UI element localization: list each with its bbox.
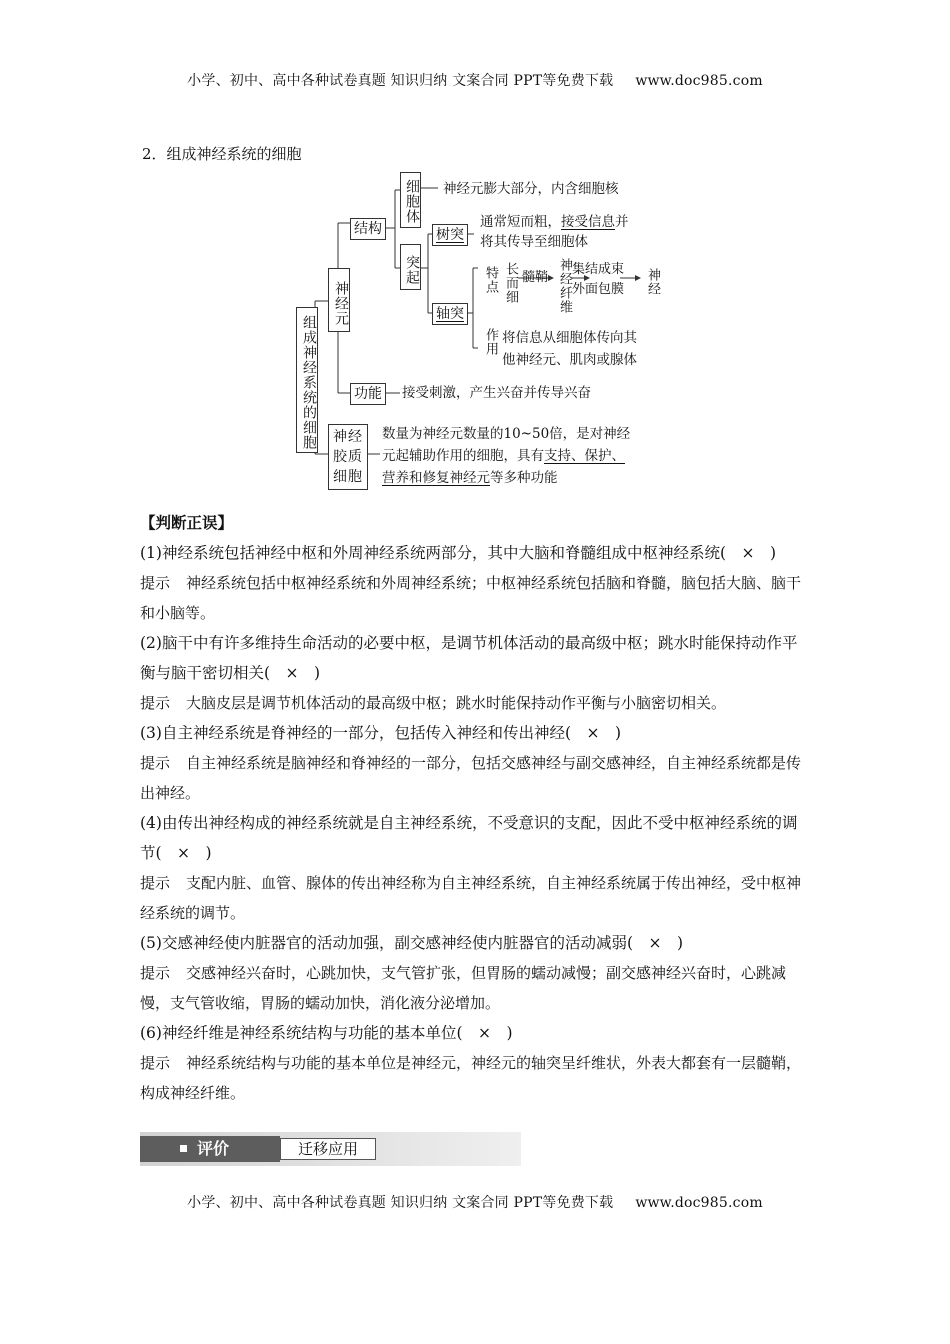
glia-desc-line1: 数量为神经元数量的10~50倍，是对神经 bbox=[382, 426, 631, 442]
question-4: (4)由传出神经构成的神经系统就是自主神经系统，不受意识的支配，因此不受中枢神经系统的调节( × ) bbox=[140, 814, 798, 862]
question-5: (5)交感神经使内脏器官的活动加强，副交感神经使内脏器官的活动减弱( × ) bbox=[140, 934, 684, 952]
hint-1: 提示 神经系统包括中枢神经系统和外周神经系统；中枢神经系统包括脑和脊髓，脑包括大脑、脑干和小脑等。 bbox=[140, 574, 802, 622]
page-header bbox=[0, 70, 950, 90]
concept-map bbox=[290, 168, 670, 500]
page-footer bbox=[0, 1192, 950, 1212]
nerve-label: 神经 bbox=[645, 268, 660, 296]
dendrite-desc-line1: 通常短而粗，接受信息并 bbox=[480, 214, 629, 230]
function-desc-line2: 他神经元、肌肉或腺体 bbox=[502, 352, 637, 368]
cell-body-node: 细胞体 bbox=[400, 172, 421, 228]
glia-desc-line2: 元起辅助作用的细胞，具有支持、保护、 bbox=[382, 448, 625, 464]
function-desc-line1: 将信息从细胞体传向其 bbox=[502, 330, 637, 346]
axon-node: 轴突 bbox=[432, 303, 468, 325]
judgement-section bbox=[140, 508, 812, 1108]
hint-4: 提示 支配内脏、血管、腺体的传出神经称为自主神经系统，自主神经系统属于传出神经，受中枢神经系统的调节。 bbox=[140, 874, 802, 922]
hint-5: 提示 交感神经兴奋时，心跳加快，支气管扩张，但胃肠的蠕动减慢；副交感神经兴奋时，心跳减慢，支气管收缩，胃肠的蠕动加快，消化液分泌增加。 bbox=[140, 964, 787, 1012]
bundle-line1: 集结成束 bbox=[572, 262, 625, 277]
judgement-heading: 【判断正误】 bbox=[140, 513, 234, 532]
func-desc: 接受刺激，产生兴奋并传导兴奋 bbox=[402, 385, 591, 401]
cell-body-desc: 神经元膨大部分，内含细胞核 bbox=[443, 181, 619, 197]
question-2: (2)脑干中有许多维持生命活动的必要中枢，是调节机体活动的最高级中枢；跳水时能保持动作平衡与脑干密切相关( × ) bbox=[140, 634, 798, 682]
banner-evaluate: 评价 bbox=[140, 1136, 280, 1162]
structure-node: 结构 bbox=[350, 218, 386, 240]
evaluation-banner bbox=[140, 1132, 521, 1166]
nerve-fiber: 神经纤维 bbox=[557, 258, 572, 314]
header-url[interactable]: www.doc985.com bbox=[635, 73, 763, 89]
func-node: 功能 bbox=[350, 383, 386, 405]
long-thin: 长而细 bbox=[503, 262, 518, 304]
hint-6: 提示 神经系统结构与功能的基本单位是神经元，神经元的轴突呈纤维状，外表大都套有一层髓鞘，构成神经纤维。 bbox=[140, 1054, 802, 1102]
neuron-node: 神经元 bbox=[328, 268, 350, 332]
feature-label: 特点 bbox=[483, 266, 498, 294]
question-3: (3)自主神经系统是脊神经的一部分，包括传入神经和传出神经( × ) bbox=[140, 724, 622, 742]
dendrite-node: 树突 bbox=[432, 224, 468, 246]
footer-url[interactable]: www.doc985.com bbox=[635, 1195, 763, 1211]
myelin-label: 髓鞘 bbox=[522, 270, 549, 285]
header-text: 小学、初中、高中各种试卷真题 知识归纳 文案合同 PPT等免费下载 bbox=[187, 73, 614, 89]
hint-3: 提示 自主神经系统是脑神经和脊神经的一部分，包括交感神经与副交感神经，自主神经系统都是传出神经。 bbox=[140, 754, 802, 802]
process-node: 突起 bbox=[400, 244, 421, 290]
footer-text: 小学、初中、高中各种试卷真题 知识归纳 文案合同 PPT等免费下载 bbox=[187, 1195, 614, 1211]
hint-2: 提示 大脑皮层是调节机体活动的最高级中枢；跳水时能保持动作平衡与小脑密切相关。 bbox=[140, 694, 727, 712]
function-label: 作用 bbox=[483, 328, 498, 356]
dendrite-desc-line2: 将其传导至细胞体 bbox=[480, 234, 588, 250]
square-bullet-icon bbox=[180, 1145, 187, 1152]
glia-desc-line3: 营养和修复神经元等多种功能 bbox=[382, 470, 558, 486]
banner-apply: 迁移应用 bbox=[280, 1138, 376, 1160]
glia-node: 神经胶质细胞 bbox=[328, 424, 368, 490]
question-1: (1)神经系统包括神经中枢和外周神经系统两部分，其中大脑和脊髓组成中枢神经系统( × ) bbox=[140, 544, 777, 562]
bundle-line2: 外面包膜 bbox=[572, 282, 625, 297]
section-title: 2．组成神经系统的细胞 bbox=[142, 145, 302, 163]
question-6: (6)神经纤维是神经系统结构与功能的基本单位( × ) bbox=[140, 1024, 513, 1042]
root-node: 组成神经系统的细胞 bbox=[296, 307, 318, 453]
